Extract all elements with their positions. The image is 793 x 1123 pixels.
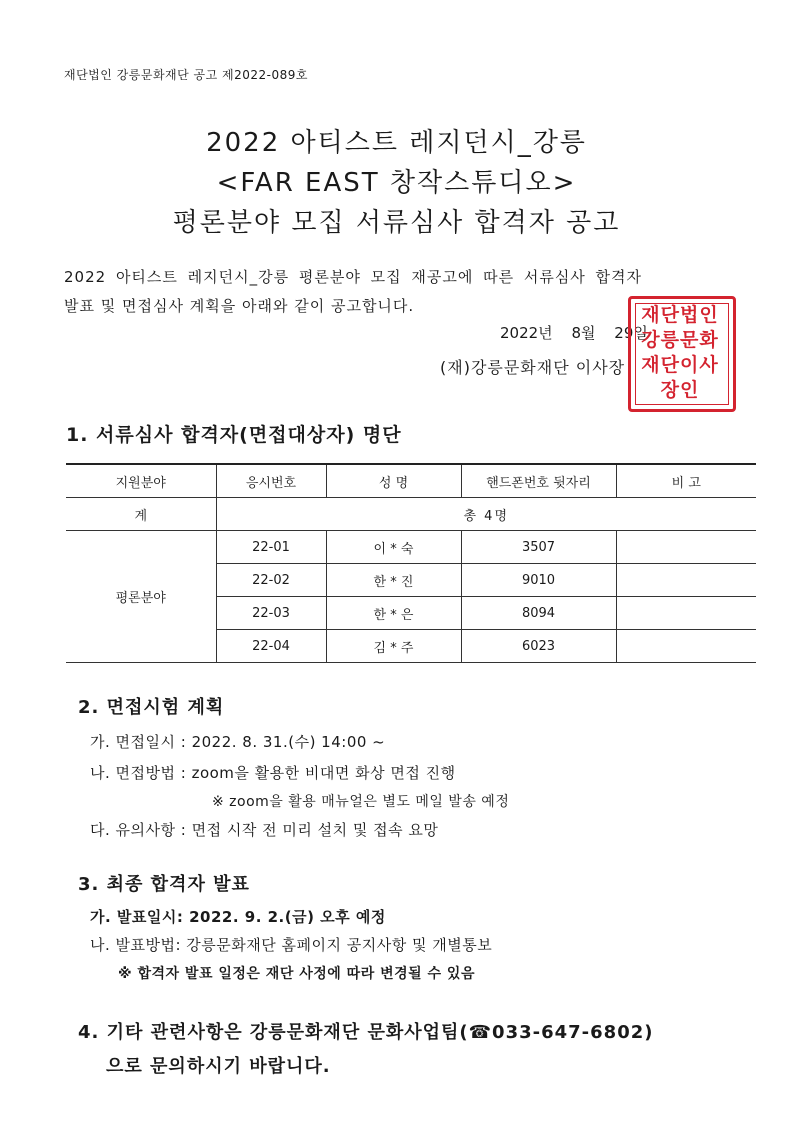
intro-line-1: 2022 아티스트 레지던시_강릉 평론분야 모집 재공고에 따른 서류심사 합격자 (64, 268, 643, 286)
notice-number: 재단법인 강릉문화재단 공고 제2022-089호 (64, 68, 309, 82)
section-2-heading: 2. 면접시험 계획 (78, 697, 225, 718)
section-3-heading: 3. 최종 합격자 발표 (78, 874, 250, 895)
column-header: 성 명 (326, 464, 461, 498)
date-day: 29일 (614, 324, 648, 342)
announce-method: 나. 발표방법: 강릉문화재단 홈페이지 공지사항 및 개별통보 (90, 936, 493, 954)
remark (616, 564, 756, 597)
section-1-heading: 1. 서류심사 합격자(면접대상자) 명단 (66, 424, 402, 446)
date-month: 8월 (571, 324, 596, 342)
column-header: 응시번호 (216, 464, 326, 498)
exam-number: 22-02 (216, 564, 326, 597)
intro-line-2: 발표 및 면접심사 계획을 아래와 같이 공고합니다. (64, 297, 415, 315)
candidate-name: 김 * 주 (326, 630, 461, 663)
exam-number: 22-01 (216, 531, 326, 564)
candidate-table (66, 463, 756, 663)
candidate-name: 한 * 은 (326, 597, 461, 630)
announce-note: ※ 합격자 발표 일정은 재단 사정에 따라 변경될 수 있음 (118, 966, 475, 982)
interview-datetime: 가. 면접일시 : 2022. 8. 31.(수) 14:00 ~ (90, 733, 386, 751)
seal-text: 재단법인강릉문화재단이사장인 (641, 304, 719, 401)
total-value: 총 4명 (216, 498, 756, 531)
table-row (66, 531, 756, 564)
phone-suffix: 9010 (461, 564, 616, 597)
title-line-3: 평론분야 모집 서류심사 합격자 공고 (172, 208, 621, 238)
announce-datetime: 가. 발표일시: 2022. 9. 2.(금) 오후 예정 (90, 908, 386, 926)
phone-suffix: 8094 (461, 597, 616, 630)
contact-line-1: 4. 기타 관련사항은 강릉문화재단 문화사업팀(☎033-647-6802) (78, 1022, 654, 1043)
total-row (66, 498, 756, 531)
title-line-2: <FAR EAST 창작스튜디오> (216, 168, 577, 198)
remark (616, 531, 756, 564)
candidate-name: 이 * 숙 (326, 531, 461, 564)
title-line-1: 2022 아티스트 레지던시_강릉 (206, 128, 587, 158)
column-header: 핸드폰번호 뒷자리 (461, 464, 616, 498)
candidate-name: 한 * 진 (326, 564, 461, 597)
exam-number: 22-04 (216, 630, 326, 663)
interview-method: 나. 면접방법 : zoom을 활용한 비대면 화상 면접 진행 (90, 764, 456, 782)
contact-line-2: 으로 문의하시기 바랍니다. (106, 1056, 331, 1077)
phone-suffix: 3507 (461, 531, 616, 564)
total-label: 계 (66, 498, 216, 531)
exam-number: 22-03 (216, 597, 326, 630)
issuer: (재)강릉문화재단 이사장 (440, 358, 626, 377)
remark (616, 597, 756, 630)
remark (616, 630, 756, 663)
column-header: 지원분야 (66, 464, 216, 498)
field-cell: 평론분야 (66, 531, 216, 663)
table-header-row (66, 464, 756, 498)
column-header: 비 고 (616, 464, 756, 498)
official-seal (628, 296, 736, 412)
interview-caution: 다. 유의사항 : 면접 시작 전 미리 설치 및 접속 요망 (90, 821, 439, 839)
phone-suffix: 6023 (461, 630, 616, 663)
interview-method-note: ※ zoom을 활용 매뉴얼은 별도 메일 발송 예정 (212, 794, 510, 810)
date-year: 2022년 (500, 324, 553, 342)
